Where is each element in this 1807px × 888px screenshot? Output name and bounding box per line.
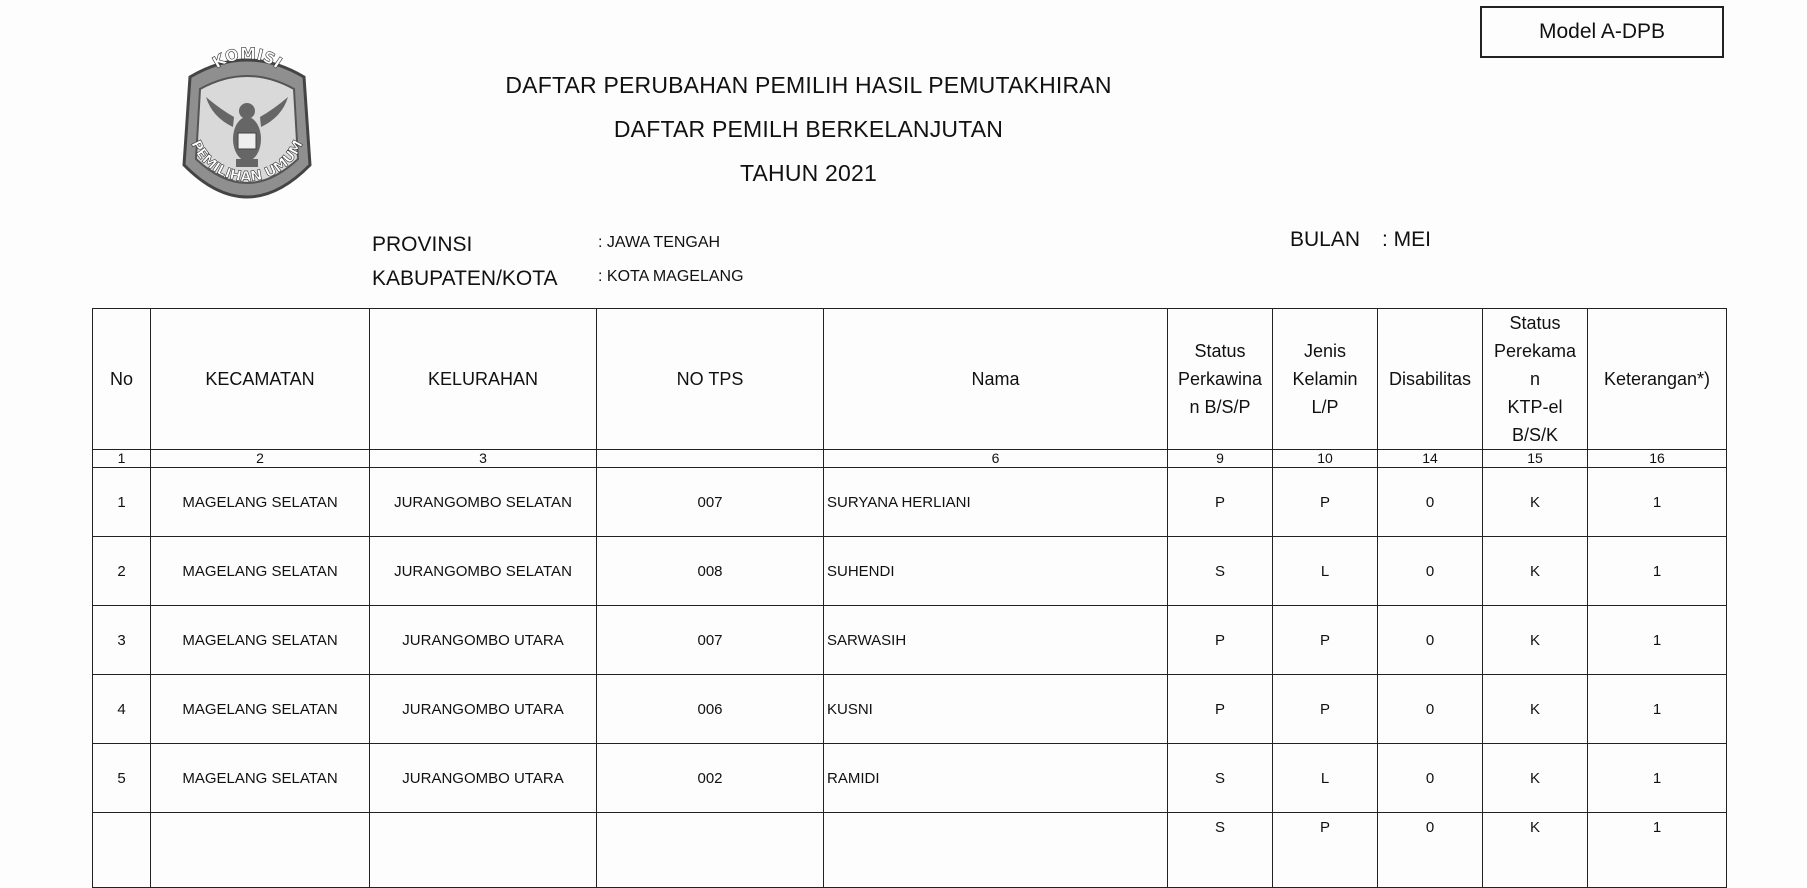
header-jenis-kelamin: Jenis Kelamin L/P [1273, 309, 1378, 450]
column-number: 2 [151, 450, 370, 468]
cell-kelurahan: JURANGOMBO SELATAN [370, 537, 597, 606]
header-no-tps: NO TPS [597, 309, 824, 450]
cell-disabilitas: 0 [1378, 606, 1483, 675]
header-no: No [93, 309, 151, 450]
cell-kelurahan: JURANGOMBO UTARA [370, 606, 597, 675]
cell-no-tps: 002 [597, 744, 824, 813]
cell-nama: SARWASIH [824, 606, 1168, 675]
cell-disabilitas: 0 [1378, 675, 1483, 744]
cell-jenis-kelamin: P [1273, 468, 1378, 537]
cell-no-tps: 007 [597, 468, 824, 537]
cell-kelurahan: JURANGOMBO UTARA [370, 744, 597, 813]
table-row [93, 606, 1727, 675]
cell-disabilitas: 0 [1378, 744, 1483, 813]
cell-no-tps: 007 [597, 606, 824, 675]
cell-nama [824, 813, 1168, 888]
header-disabilitas: Disabilitas [1378, 309, 1483, 450]
header-nama: Nama [824, 309, 1168, 450]
column-number: 6 [824, 450, 1168, 468]
cell-nama: KUSNI [824, 675, 1168, 744]
header-status-perekaman: Status Perekama n KTP-el B/S/K [1483, 309, 1588, 450]
cell-kecamatan: MAGELANG SELATAN [151, 537, 370, 606]
cell-jenis-kelamin: P [1273, 675, 1378, 744]
table-row [93, 537, 1727, 606]
table-header-row [93, 309, 1727, 450]
bulan-value: : MEI [1382, 228, 1432, 251]
header-status-perkawinan: Status Perkawina n B/S/P [1168, 309, 1273, 450]
provinsi-value: : JAWA TENGAH [598, 234, 721, 251]
cell-kelurahan: JURANGOMBO SELATAN [370, 468, 597, 537]
table-row [93, 675, 1727, 744]
cell-disabilitas: 0 [1378, 468, 1483, 537]
kabupaten-value: : KOTA MAGELANG [598, 268, 744, 285]
cell-disabilitas: 0 [1378, 813, 1483, 888]
document-title-line1: DAFTAR PERUBAHAN PEMILIH HASIL PEMUTAKHIRAN [505, 72, 1112, 98]
cell-status-perkawinan: P [1168, 675, 1273, 744]
cell-nama: RAMIDI [824, 744, 1168, 813]
header-kelurahan: KELURAHAN [370, 309, 597, 450]
column-number: 15 [1483, 450, 1588, 468]
cell-status-perekaman: K [1483, 675, 1588, 744]
cell-kelurahan: JURANGOMBO UTARA [370, 675, 597, 744]
cell-status-perkawinan: P [1168, 468, 1273, 537]
cell-kecamatan: MAGELANG SELATAN [151, 606, 370, 675]
table-row-partial [93, 813, 1727, 888]
cell-no-tps [597, 813, 824, 888]
column-number: 10 [1273, 450, 1378, 468]
header-keterangan: Keterangan*) [1588, 309, 1727, 450]
cell-kecamatan [151, 813, 370, 888]
cell-kelurahan [370, 813, 597, 888]
cell-status-perekaman: K [1483, 606, 1588, 675]
cell-jenis-kelamin: L [1273, 537, 1378, 606]
column-number: 9 [1168, 450, 1273, 468]
logo-text-top: KOMISI [209, 47, 286, 73]
cell-jenis-kelamin: L [1273, 744, 1378, 813]
cell-keterangan: 1 [1588, 468, 1727, 537]
cell-status-perekaman: K [1483, 813, 1588, 888]
cell-status-perkawinan: P [1168, 606, 1273, 675]
cell-nama: SUHENDI [824, 537, 1168, 606]
header-kecamatan: KECAMATAN [151, 309, 370, 450]
table-row [93, 468, 1727, 537]
table-row [93, 744, 1727, 813]
cell-nama: SURYANA HERLIANI [824, 468, 1168, 537]
kabupaten-label: KABUPATEN/KOTA [372, 267, 558, 290]
cell-no: 1 [93, 468, 151, 537]
column-number: 14 [1378, 450, 1483, 468]
cell-disabilitas: 0 [1378, 537, 1483, 606]
logo-text-bottom: PEMILIHAN UMUM [187, 137, 307, 186]
column-number: 16 [1588, 450, 1727, 468]
cell-keterangan: 1 [1588, 606, 1727, 675]
cell-status-perekaman: K [1483, 744, 1588, 813]
column-number-row [93, 450, 1727, 468]
cell-no: 3 [93, 606, 151, 675]
cell-kecamatan: MAGELANG SELATAN [151, 468, 370, 537]
document-title-line3: TAHUN 2021 [739, 160, 878, 186]
cell-no [93, 813, 151, 888]
cell-jenis-kelamin: P [1273, 813, 1378, 888]
model-label-box [1480, 6, 1724, 58]
cell-kecamatan: MAGELANG SELATAN [151, 675, 370, 744]
cell-no-tps: 008 [597, 537, 824, 606]
cell-jenis-kelamin: P [1273, 606, 1378, 675]
column-number [597, 450, 824, 468]
cell-keterangan: 1 [1588, 537, 1727, 606]
cell-no-tps: 006 [597, 675, 824, 744]
cell-status-perkawinan: S [1168, 813, 1273, 888]
provinsi-label: PROVINSI [372, 233, 473, 256]
voter-change-table [92, 308, 1727, 888]
cell-status-perkawinan: S [1168, 537, 1273, 606]
cell-status-perekaman: K [1483, 468, 1588, 537]
document-title-line2: DAFTAR PEMILH BERKELANJUTAN [613, 116, 1004, 142]
cell-status-perkawinan: S [1168, 744, 1273, 813]
cell-status-perekaman: K [1483, 537, 1588, 606]
cell-keterangan: 1 [1588, 744, 1727, 813]
column-number: 3 [370, 450, 597, 468]
cell-no: 2 [93, 537, 151, 606]
cell-kecamatan: MAGELANG SELATAN [151, 744, 370, 813]
cell-no: 5 [93, 744, 151, 813]
cell-keterangan: 1 [1588, 675, 1727, 744]
bulan-label: BULAN [1290, 228, 1361, 251]
cell-keterangan: 1 [1588, 813, 1727, 888]
cell-no: 4 [93, 675, 151, 744]
column-number: 1 [93, 450, 151, 468]
model-label: Model A-DPB [1538, 20, 1666, 43]
